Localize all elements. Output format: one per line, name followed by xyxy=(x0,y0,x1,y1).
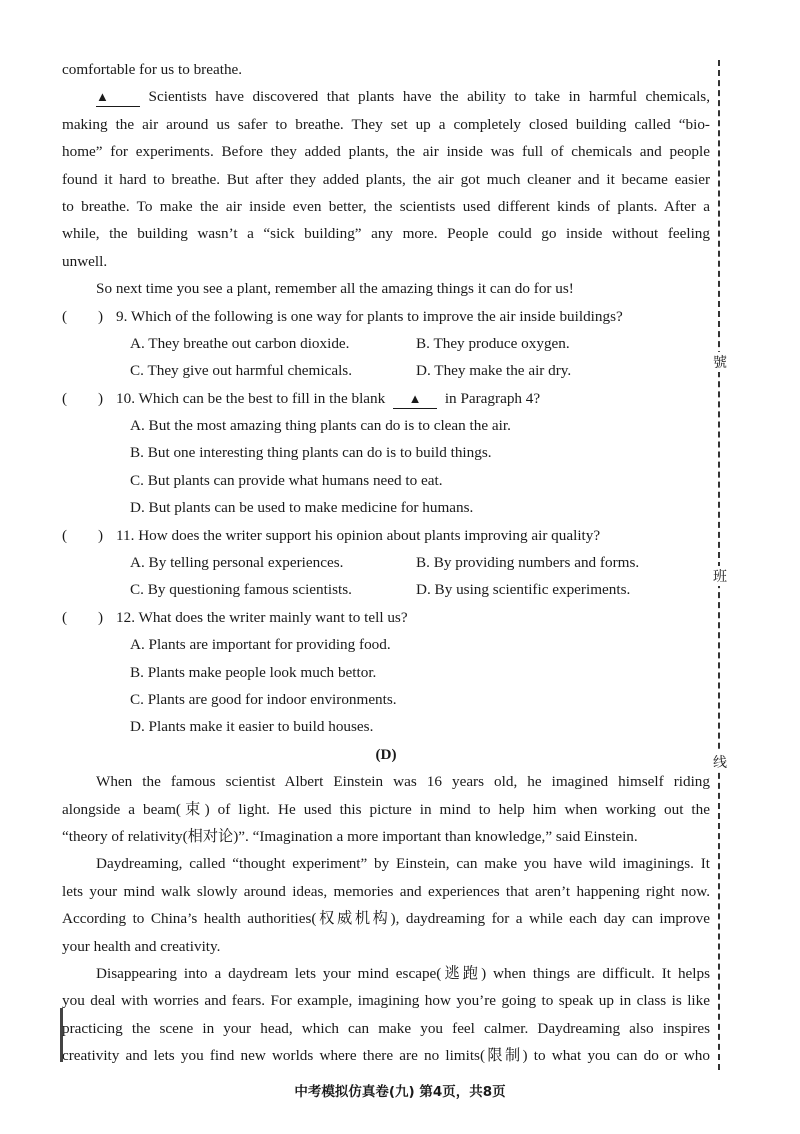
paragraph-line: you deal with worries and fears. For example, imagining how you’re going to speak up in class is like xyxy=(62,992,710,1010)
answer-blank: ▲ xyxy=(393,390,437,409)
binding-char-class: 班 xyxy=(712,566,728,586)
question-12 xyxy=(62,604,710,631)
answer-paren-close: ) xyxy=(98,307,104,325)
paragraph-line: alongside a beam(束) of light. He used this picture in mind to help him when working out the xyxy=(62,800,710,818)
option-row xyxy=(62,357,710,384)
paragraph-line: comfortable for us to breathe. xyxy=(62,61,243,78)
question-9 xyxy=(62,303,710,330)
answer-paren-close: ) xyxy=(98,608,104,626)
page-footer: 中考模拟仿真卷(九) 第4页，共8页 xyxy=(294,1084,506,1100)
answer-paren-open[interactable]: ( xyxy=(62,526,68,544)
answer-paren-close: ) xyxy=(98,389,104,407)
option-c: C. Plants are good for indoor environments. xyxy=(130,690,397,708)
option-b: B. Plants make people look much bettor. xyxy=(130,663,377,681)
option-a: A. They breathe out carbon dioxide. xyxy=(130,334,350,352)
option-b: B. They produce oxygen. xyxy=(416,334,570,352)
paragraph-line: So next time you see a plant, remember all the amazing things it can do for us! xyxy=(96,280,574,298)
binding-char-line: 线 xyxy=(712,752,728,772)
paragraph-line: to breathe. To make the air inside even better, the scientists used different kinds of plants. After a xyxy=(62,197,710,215)
question-stem xyxy=(116,385,540,412)
paragraph-line: When the famous scientist Albert Einstein was 16 years old, he imagined himself riding xyxy=(96,773,710,791)
binding-dashed-line xyxy=(718,60,728,1070)
option-b: B. By providing numbers and forms. xyxy=(416,554,640,572)
option-a: A. But the most amazing thing plants can do is to clean the air. xyxy=(130,417,511,435)
paragraph-line: making the air around us safer to breathe. They set up a completely closed building called “bio- xyxy=(62,115,710,133)
option-d: D. By using scientific experiments. xyxy=(416,581,631,599)
paragraph-line: found it hard to breathe. But after they added plants, the air got much cleaner and it became easier xyxy=(62,170,710,188)
paragraph-line: Daydreaming, called “thought experiment” by Einstein, can make you have wild imaginings. It xyxy=(96,855,710,873)
paragraph-line: Disappearing into a daydream lets your mind escape(逃跑) when things are difficult. It helps xyxy=(96,964,710,982)
option-a: A. Plants are important for providing food. xyxy=(130,636,391,654)
question-stem: 11. How does the writer support his opinion about plants improving air quality? xyxy=(116,526,601,544)
answer-paren-open[interactable]: ( xyxy=(62,389,68,407)
question-11 xyxy=(62,522,710,549)
paragraph-line xyxy=(62,83,710,110)
option-row xyxy=(62,330,710,357)
option-d: D. But plants can be used to make medicine for humans. xyxy=(130,499,474,517)
paragraph-line: creativity and lets you find new worlds where there are no limits(限制) to what you can do or who xyxy=(62,1047,710,1065)
paragraph-line: home” for experiments. Before they added plants, the air inside was full of chemicals and people xyxy=(62,143,710,161)
question-stem: 9. Which of the following is one way for plants to improve the air inside buildings? xyxy=(116,307,623,325)
paragraph-line: practicing the scene in your head, which can make you feel calmer. Daydreaming also inspires xyxy=(62,1019,710,1037)
option-d: D. They make the air dry. xyxy=(416,362,572,380)
binding-char-number: 號 xyxy=(712,352,728,372)
option-c: C. They give out harmful chemicals. xyxy=(130,362,352,380)
question-stem-pre: 10. Which can be the best to fill in the blank xyxy=(116,389,386,407)
question-stem: 12. What does the writer mainly want to tell us? xyxy=(116,608,408,626)
paragraph-line: According to China’s health authorities(权威机构), daydreaming for a while each day can improve xyxy=(62,910,710,928)
answer-blank: ▲ xyxy=(96,88,140,107)
option-row xyxy=(62,576,710,603)
question-10 xyxy=(62,385,710,412)
question-stem-post: in Paragraph 4? xyxy=(444,389,541,407)
option-d: D. Plants make it easier to build houses. xyxy=(130,718,374,736)
paragraph-line: your health and creativity. xyxy=(62,937,221,955)
paragraph-line: “theory of relativity(相对论)”. “Imagination a more important than knowledge,” said Einstein. xyxy=(62,827,638,845)
section-title: (D) xyxy=(375,745,397,763)
paragraph-text: Scientists have discovered that plants have the ability to take in harmful chemicals, xyxy=(148,88,711,106)
answer-paren-open[interactable]: ( xyxy=(62,608,68,626)
option-a: A. By telling personal experiences. xyxy=(130,554,344,572)
option-b: B. But one interesting thing plants can do is to build things. xyxy=(130,444,492,462)
option-row xyxy=(62,549,710,576)
paragraph-line: lets your mind walk slowly around ideas, memories and experiences that aren’t happening right now. xyxy=(62,882,710,900)
main-text xyxy=(62,56,710,1069)
answer-paren-open[interactable]: ( xyxy=(62,307,68,325)
paragraph-line: unwell. xyxy=(62,252,108,270)
answer-paren-close: ) xyxy=(98,526,104,544)
paragraph-line: while, the building wasn’t a “sick building” any more. People could go inside without feeling xyxy=(62,225,710,243)
option-c: C. But plants can provide what humans need to eat. xyxy=(130,471,443,489)
option-c: C. By questioning famous scientists. xyxy=(130,581,352,599)
